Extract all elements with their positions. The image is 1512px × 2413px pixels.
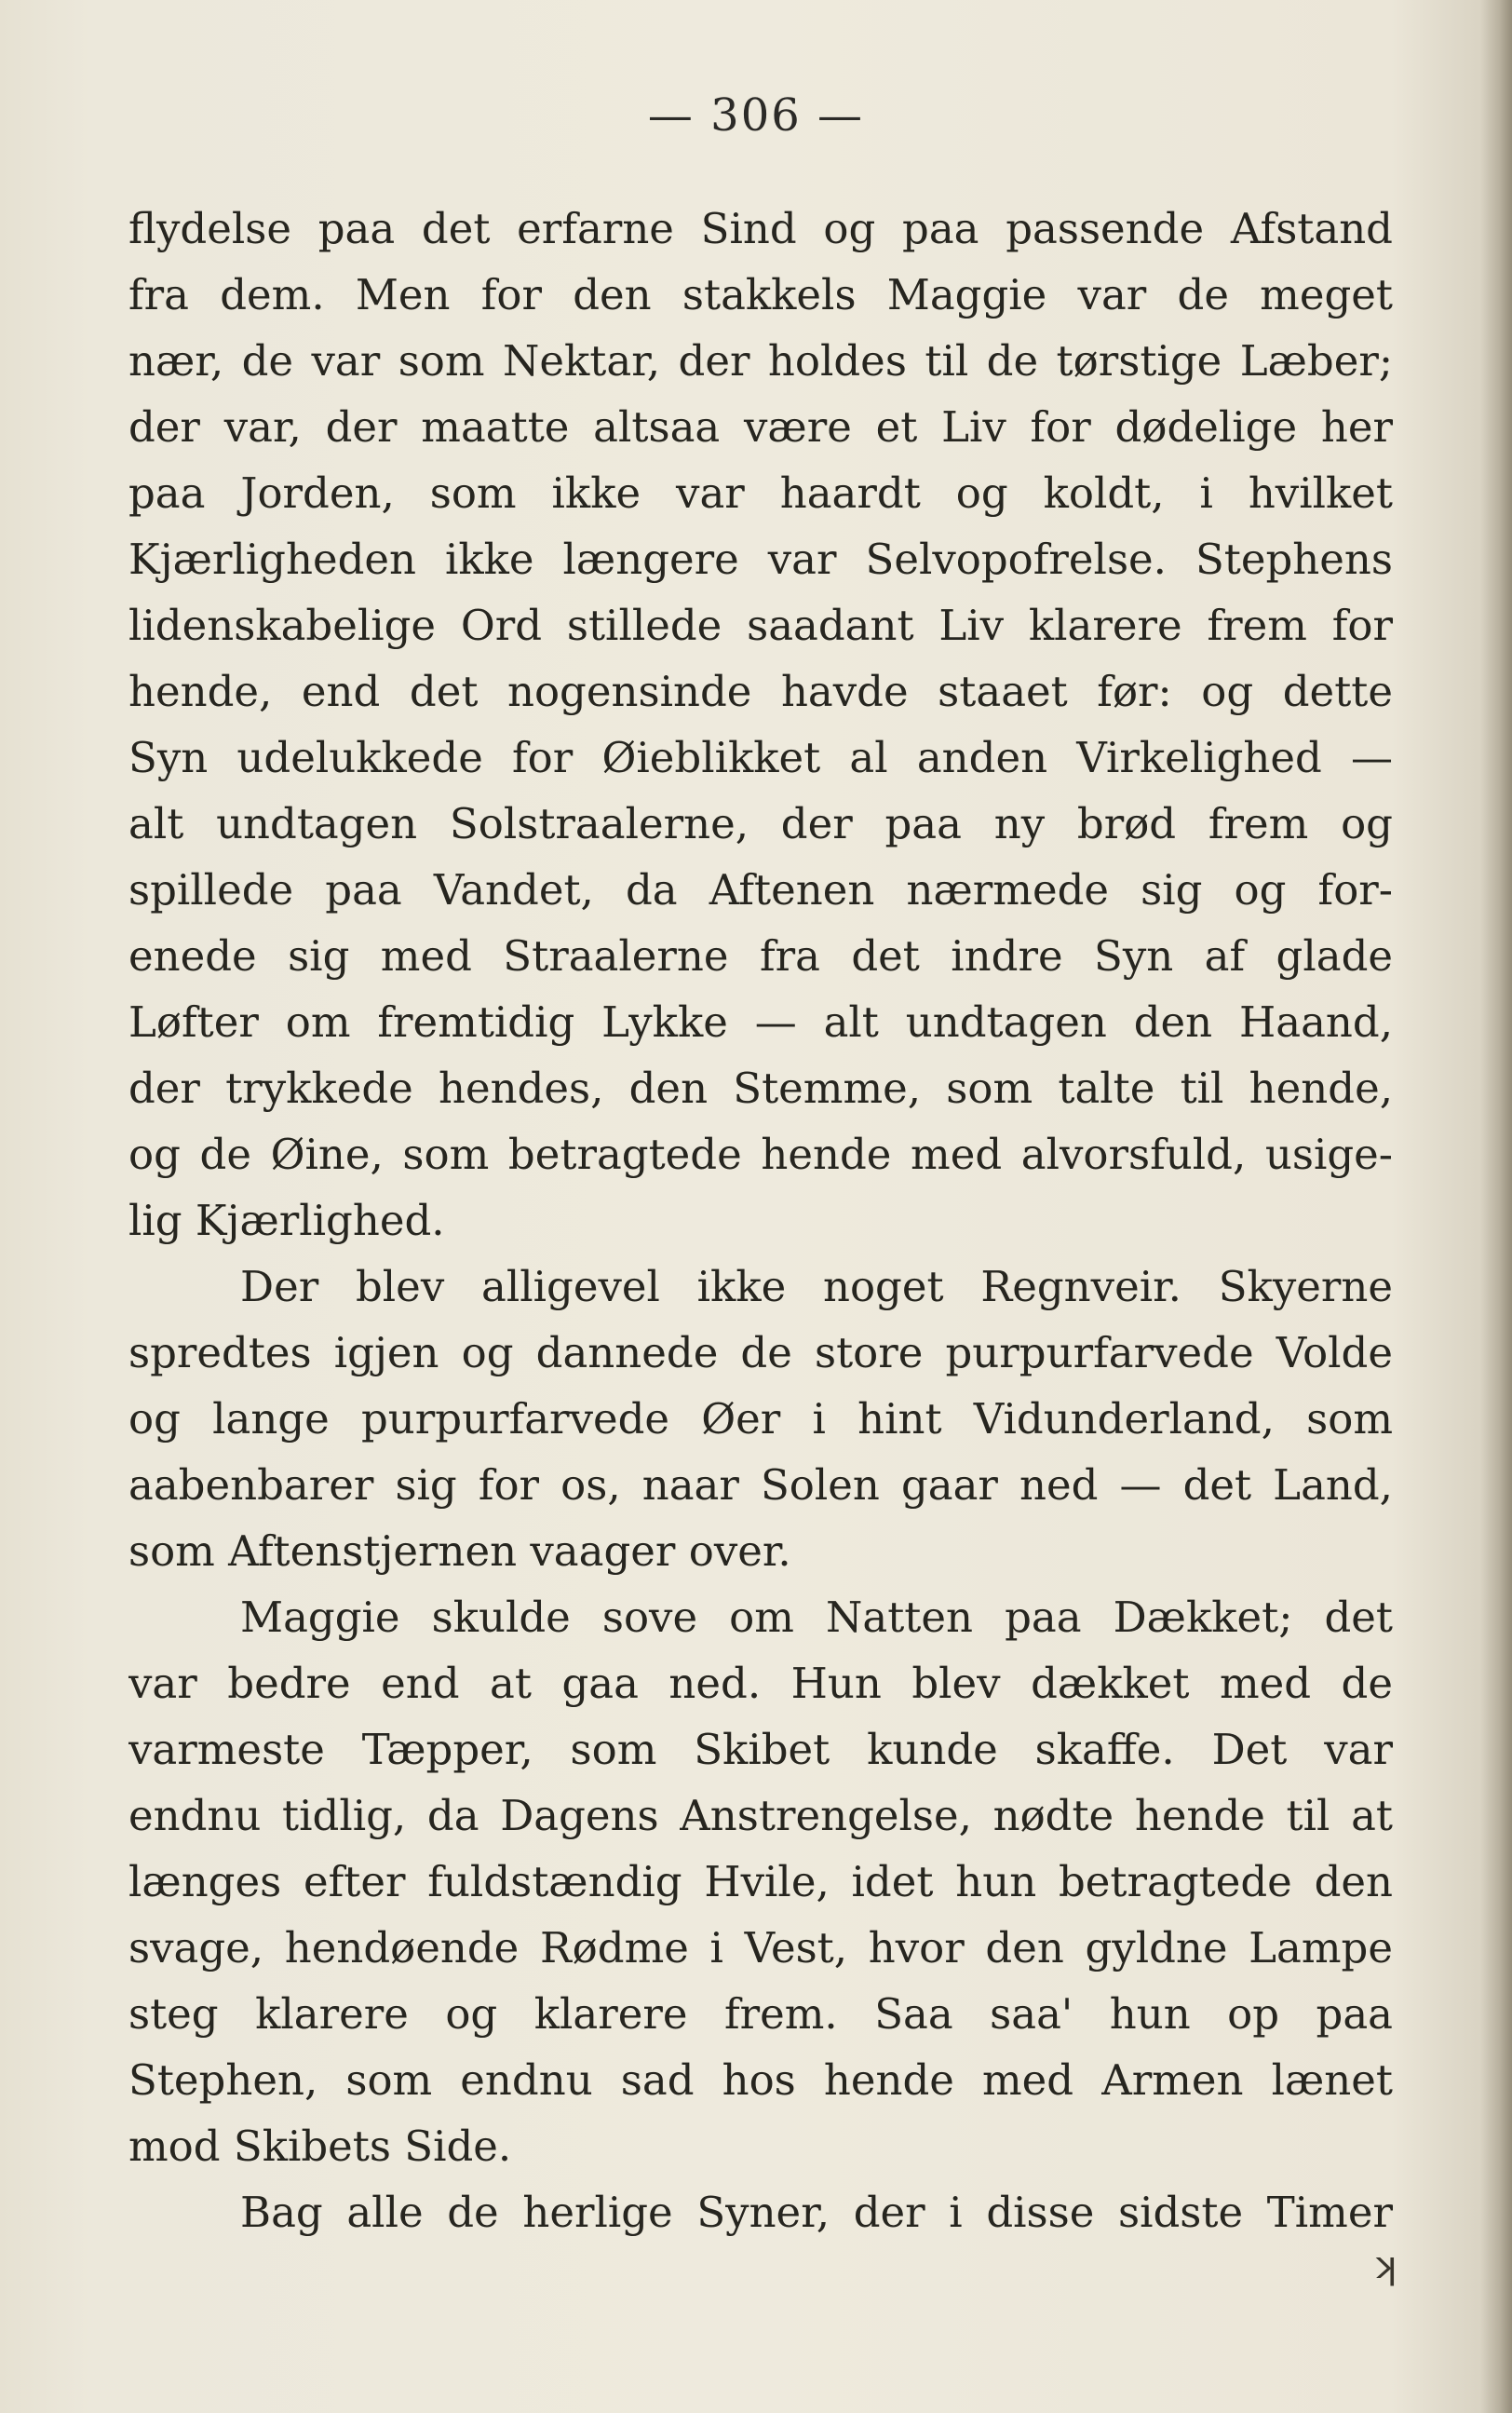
text-line: mod Skibets Side. [128, 2122, 512, 2171]
text-line: hende, end det nogensinde havde staaet før: og dette [128, 667, 1393, 716]
text-line: fra dem. Men for den stakkels Maggie var de meget [128, 270, 1393, 319]
body-text [128, 196, 1393, 2245]
text-line: Kjærligheden ikke længere var Selvopofrelse. Stephens [128, 535, 1393, 584]
signature-mark: ʞ [1372, 2244, 1397, 2287]
text-line: Der blev alligevel ikke noget Regnveir. Skyerne [240, 1262, 1393, 1311]
text-line: spillede paa Vandet, da Aftenen nærmede sig og for- [128, 865, 1393, 915]
text-line: der var, der maatte altsaa være et Liv for dødelige her [128, 402, 1393, 452]
text-line: som Aftenstjernen vaager over. [128, 1526, 791, 1576]
text-line: og lange purpurfarvede Øer i hint Vidunderland, som [128, 1394, 1393, 1444]
text-line: nær, de var som Nektar, der holdes til de tørstige Læber; [128, 336, 1393, 386]
text-line: svage, hendøende Rødme i Vest, hvor den gyldne Lampe [128, 1923, 1393, 1972]
text-line: varmeste Tæpper, som Skibet kunde skaffe. Det var [128, 1725, 1393, 1774]
text-line: Stephen, som endnu sad hos hende med Armen lænet [128, 2055, 1393, 2105]
page-edge-shadow [1480, 0, 1512, 2413]
text-line: lig Kjærlighed. [128, 1196, 445, 1245]
page-number: — 306 — [647, 89, 865, 142]
text-line: længes efter fuldstændig Hvile, idet hun betragtede den [128, 1857, 1393, 1906]
text-line: steg klarere og klarere frem. Saa saa' hun op paa [128, 1989, 1393, 2039]
text-line: alt undtagen Solstraalerne, der paa ny brød frem og [128, 799, 1393, 848]
text-line: flydelse paa det erfarne Sind og paa passende Afstand [128, 204, 1393, 253]
text-line: Bag alle de herlige Syner, der i disse sidste Timer [240, 2188, 1393, 2237]
text-line: spredtes igjen og dannede de store purpurfarvede Volde [128, 1328, 1393, 1377]
text-line: Maggie skulde sove om Natten paa Dækket; det [240, 1593, 1393, 1642]
text-line: paa Jorden, som ikke var haardt og koldt, i hvilket [128, 468, 1393, 518]
text-line: der trykkede hendes, den Stemme, som talte til hende, [128, 1064, 1393, 1113]
text-line: endnu tidlig, da Dagens Anstrengelse, nødte hende til at [128, 1791, 1393, 1840]
text-line: var bedre end at gaa ned. Hun blev dækket med de [128, 1659, 1393, 1708]
text-line: og de Øine, som betragtede hende med alvorsfuld, usige- [128, 1130, 1393, 1179]
text-line: Syn udelukkede for Øieblikket al anden Virkelighed — [128, 733, 1393, 782]
text-line: enede sig med Straalerne fra det indre Syn af glade [128, 931, 1393, 981]
text-line: lidenskabelige Ord stillede saadant Liv klarere frem for [128, 601, 1393, 650]
text-line: aabenbarer sig for os, naar Solen gaar ned — det Land, [128, 1460, 1393, 1510]
text-line: Løfter om fremtidig Lykke — alt undtagen den Haand, [128, 997, 1393, 1047]
